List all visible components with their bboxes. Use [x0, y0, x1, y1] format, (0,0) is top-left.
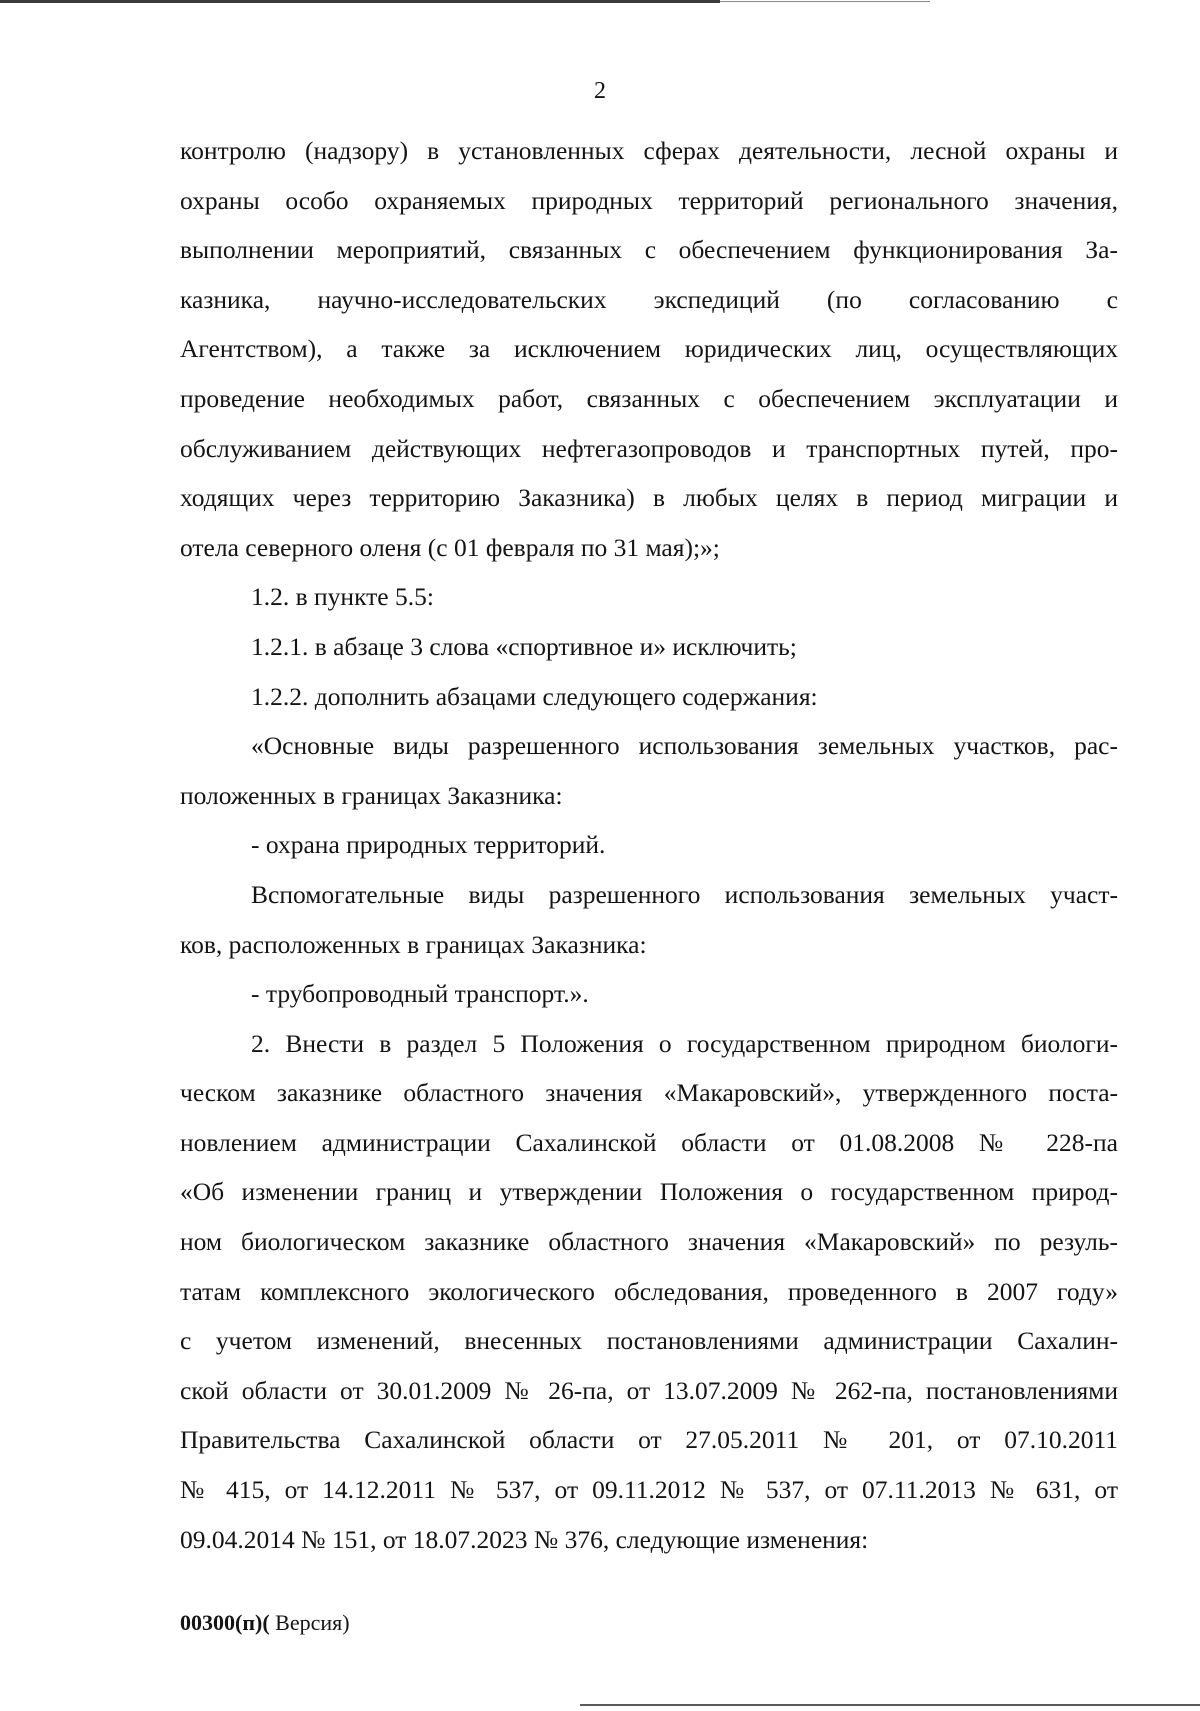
scan-edge-top [0, 0, 720, 3]
text-line: охраны особо охраняемых природных территорий регионального значения, [180, 185, 1118, 215]
text-line: № 415, от 14.12.2011 № 537, от 09.11.2012 № 537, от 07.11.2013 № 631, от [180, 1475, 1118, 1505]
text-line: ходящих через территорию Заказника) в любых целях в период миграции и [180, 483, 1118, 513]
text-line: Вспомогательные виды разрешенного использования земельных участ- [251, 879, 1118, 909]
text-line: ской области от 30.01.2009 № 26-па, от 13.07.2009 № 262-па, постановлениями [180, 1375, 1118, 1405]
text-line: 2. Внести в раздел 5 Положения о государственном природном биологи- [251, 1028, 1118, 1058]
scan-edge-bottom [580, 1704, 1200, 1706]
text-line: татам комплексного экологического обследования, проведенного в 2007 году» [180, 1276, 1118, 1306]
text-line: 1.2. в пункте 5.5: [251, 582, 434, 612]
text-line: 1.2.2. дополнить абзацами следующего содержания: [251, 681, 818, 711]
text-line: - трубопроводный транспорт.». [251, 979, 589, 1009]
text-line: «Об изменении границ и утверждении Положения о государственном природ- [180, 1177, 1118, 1207]
page-number: 2 [594, 78, 606, 104]
text-line: с учетом изменений, внесенных постановлениями администрации Сахалин- [180, 1326, 1118, 1356]
text-line: 1.2.1. в абзаце 3 слова «спортивное и» исключить; [251, 631, 797, 661]
text-line: контролю (надзору) в установленных сферах деятельности, лесной охраны и [180, 136, 1118, 165]
text-line: казника, научно-исследовательских экспедиций (по согласованию с [180, 284, 1118, 314]
text-line: ческом заказнике областного значения «Макаровский», утвержденного поста- [180, 1078, 1118, 1108]
footer-document-code: 00300(п)( [180, 1610, 270, 1635]
document-body [180, 126, 1118, 1564]
scan-edge-top-faint [720, 1, 930, 2]
text-line: ном биологическом заказнике областного значения «Макаровский» по резуль- [180, 1227, 1118, 1257]
footer-version-label: Версия) [269, 1610, 350, 1635]
text-line: ков, расположенных в границах Заказника: [180, 929, 647, 959]
text-line: положенных в границах Заказника: [180, 780, 563, 810]
text-line: 09.04.2014 № 151, от 18.07.2023 № 376, следующие изменения: [180, 1524, 869, 1554]
text-line: новлением администрации Сахалинской области от 01.08.2008 № 228-па [180, 1127, 1118, 1157]
text-line: выполнении мероприятий, связанных с обеспечением функционирования За- [180, 235, 1118, 265]
text-line: обслуживанием действующих нефтегазопроводов и транспортных путей, про- [180, 433, 1118, 463]
document-footer [180, 1609, 350, 1637]
text-line: Правительства Сахалинской области от 27.05.2011 № 201, от 07.10.2011 [180, 1425, 1118, 1455]
text-line: отела северного оленя (с 01 февраля по 31 мая);»; [180, 532, 720, 562]
text-line: - охрана природных территорий. [251, 830, 606, 860]
text-line: проведение необходимых работ, связанных с обеспечением эксплуатации и [180, 383, 1118, 413]
text-line: Агентством), а также за исключением юридических лиц, осуществляющих [180, 334, 1118, 364]
text-line: «Основные виды разрешенного использования земельных участков, рас- [251, 731, 1118, 761]
